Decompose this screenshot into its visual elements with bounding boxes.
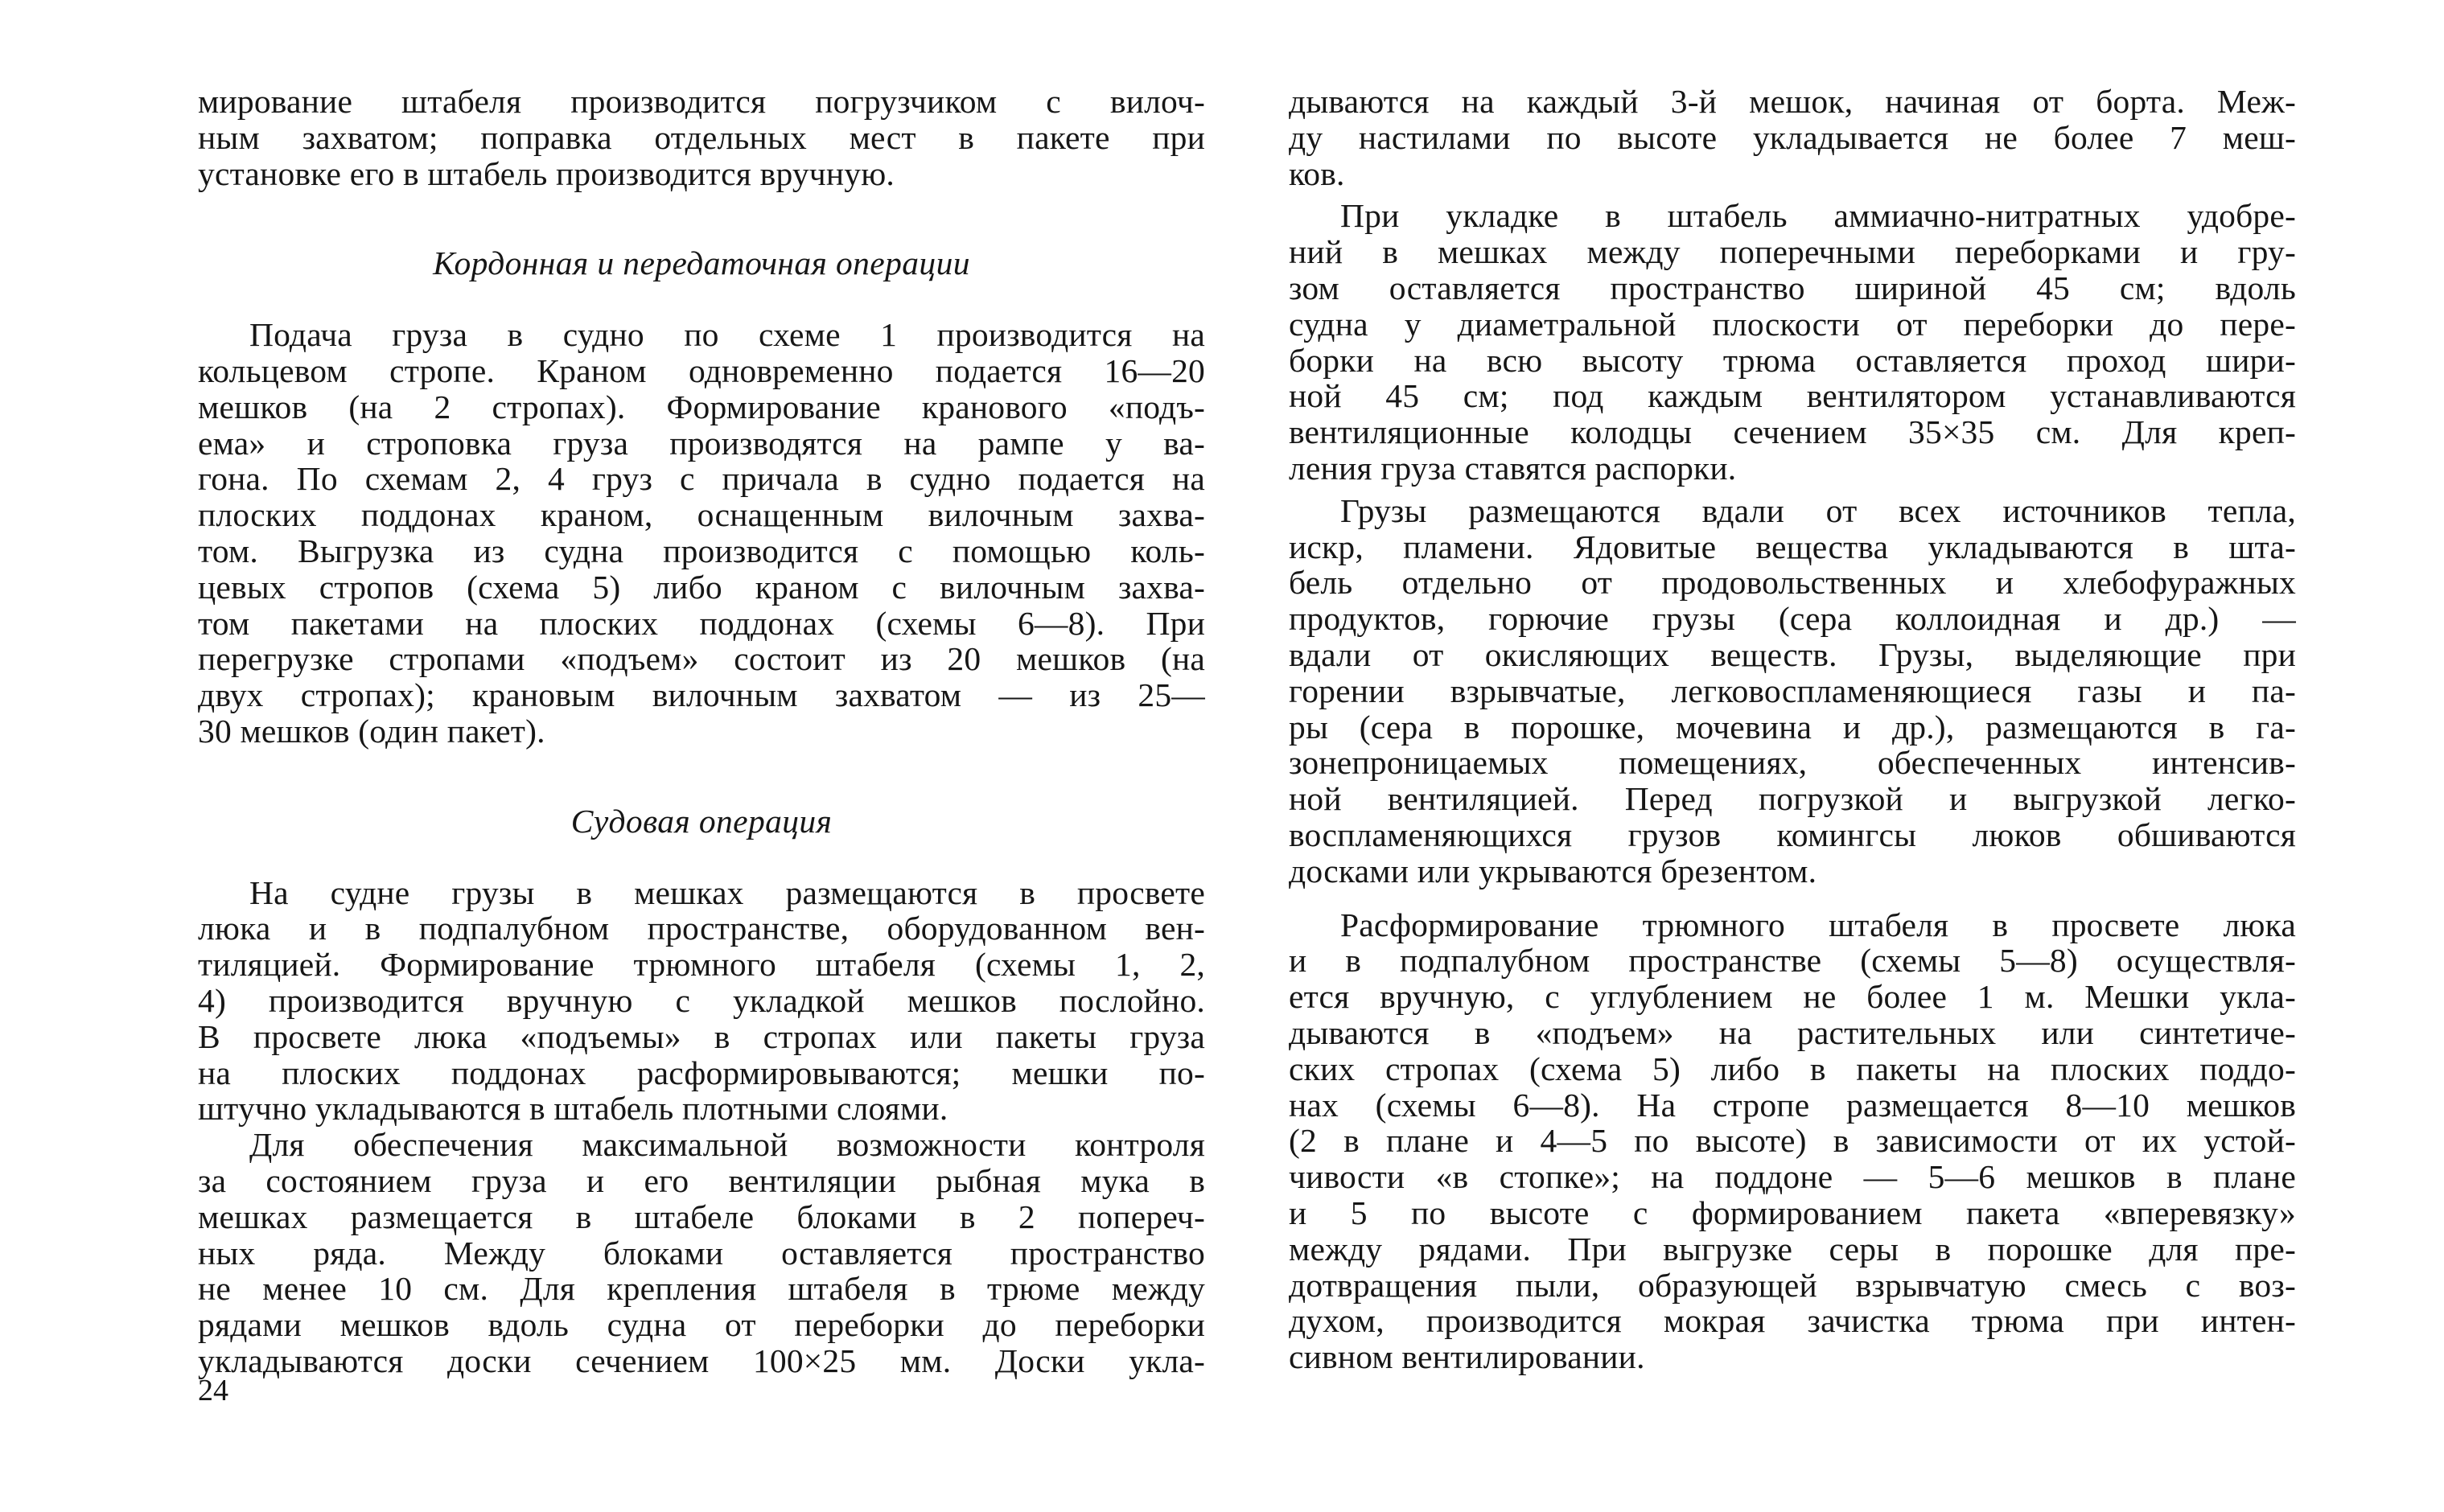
paragraph-hazardous-cargo [1289,493,2296,890]
text-line: воспламеняющихся грузов комингсы люков обшиваются [1289,816,2296,853]
section-heading-ship: Судовая операция [570,802,833,840]
text-line: за состоянием груза и его вентиляции рыбная мука в [198,1161,1205,1199]
text-line: дываются в «подъем» на растительных или синтетиче- [1289,1013,2296,1051]
text-line: ных ряда. Между блоками оставляется пространство [198,1234,1205,1272]
text-line: ских стропах (схема 5) либо в пакеты на плоских поддо- [1289,1050,2296,1087]
text-line: При укладке в штабель аммиачно-нитратных удобре- [1340,197,2296,235]
text-line: Расформирование трюмного штабеля в просвете люка [1340,906,2296,943]
text-line: сивном вентилировании. [1289,1338,1645,1376]
text-line: борки на всю высоту трюма оставляется проход шири- [1289,341,2296,379]
text-line: и 5 по высоте с формированием пакета «вперевязку» [1289,1194,2296,1231]
text-line: тиляцией. Формирование трюмного штабеля (схемы 1, 2, [198,946,1205,984]
text-line: вдали от окисляющих веществ. Грузы, выделяющие при [1289,635,2296,673]
text-line: том пакетами на плоских поддонах (схемы 6—8). При [198,604,1205,642]
text-line: В просвете люка «подъемы» в стропах или пакеты груза [198,1017,1205,1055]
text-line: искр, пламени. Ядовитые вещества укладываются в шта- [1289,528,2296,565]
text-line: бель отдельно от продовольственных и хлебофуражных [1289,564,2296,602]
text-line: мешков (на 2 стропах). Формирование кранового «подъ- [198,388,1205,425]
text-line: мешках размещается в штабеле блоками в 2 попереч- [198,1198,1205,1235]
text-line: 30 мешков (один пакет). [198,712,545,750]
text-line: досками или укрываются брезентом. [1289,852,1817,890]
text-line: Для обеспечения максимальной возможности контроля [249,1126,1205,1164]
text-line: горении взрывчатые, легковоспламеняющиеся газы и па- [1289,672,2296,709]
text-line: (2 в плане и 4—5 по высоте) в зависимости от их устой- [1289,1122,2296,1160]
text-line: дотвращения пыли, образующей взрывчатую смесь с воз- [1289,1266,2296,1304]
text-line: судна у диаметральной плоскости от переборки до пере- [1289,305,2296,343]
text-line: зом оставляется пространство шириной 45 см; вдоль [1289,269,2296,306]
text-line: ема» и строповка груза производятся на рампе у ва- [198,424,1205,462]
paragraph-ammonium-nitrate [1289,198,2296,486]
section-heading-cordon: Кордонная и передаточная операции [433,244,970,282]
paragraph-ship-operation [198,875,1205,1128]
text-line: двух стропах); крановым вилочным захватом — из 25— [198,676,1205,714]
text-line: ду настилами по высоте укладывается не более 7 меш- [1289,118,2296,156]
text-line: Подача груза в судно по схеме 1 производится на [249,316,1205,354]
left-column [198,84,1205,1379]
text-line: На судне грузы в мешках размещаются в просвете [249,873,1205,911]
text-line: Грузы размещаются вдали от всех источников тепла, [1340,491,2296,529]
text-line: дываются на каждый 3-й мешок, начиная от борта. Меж- [1289,83,2296,120]
text-line: ры (сера в порошке, мочевина и др.), размещаются в га- [1289,708,2296,746]
text-line: мирование штабеля производится погрузчиком с вилоч- [198,83,1205,120]
text-line: вентиляционные колодцы сечением 35×35 см. Для креп- [1289,413,2296,451]
text-line: духом, производится мокрая зачистка трюма при интен- [1289,1302,2296,1340]
intro-paragraph [198,84,1205,191]
text-line: цевых стропов (схема 5) либо краном с вилочным захва- [198,568,1205,606]
text-line: на плоских поддонах расформировываются; мешки по- [198,1054,1205,1091]
text-line: не менее 10 см. Для крепления штабеля в трюме между [198,1270,1205,1308]
text-line: ным захватом; поправка отдельных мест в пакете при [198,118,1205,156]
page-number: 24 [198,1374,228,1407]
paragraph-cordon-operation [198,317,1205,750]
text-line: 4) производится вручную с укладкой мешков послойно. [198,981,1205,1019]
text-line: и в подпалубном пространстве (схемы 5—8) осуществля- [1289,942,2296,980]
text-line: ков. [1289,154,1345,192]
text-line: штучно укладываются в штабель плотными слоями. [198,1090,948,1128]
text-line: том. Выгрузка из судна производится с помощью коль- [198,532,1205,569]
text-line: рядами мешков вдоль судна от переборки до переборки [198,1306,1205,1344]
text-line: перегрузке стропами «подъем» состоит из 20 мешков (на [198,640,1205,678]
text-line: ной вентиляцией. Перед погрузкой и выгрузкой легко- [1289,780,2296,818]
text-line: люка и в подпалубном пространстве, оборудованном вен- [198,910,1205,947]
text-line: гона. По схемам 2, 4 груз с причала в судно подается на [198,460,1205,498]
paragraph-unloading [1289,907,2296,1375]
text-line: ется вручную, с углублением не более 1 м. Мешки укла- [1289,978,2296,1016]
text-line: плоских поддонах краном, оснащенным вилочным захва- [198,496,1205,534]
text-line: ления груза ставятся распорки. [1289,449,1737,487]
paragraph-fishmeal [198,1127,1205,1379]
text-line: чивости «в стопке»; на поддоне — 5—6 мешков в плане [1289,1158,2296,1196]
text-line: кольцевом стропе. Краном одновременно подается 16—20 [198,351,1205,389]
text-line: ний в мешках между поперечными переборками и гру- [1289,233,2296,271]
text-line: нах (схемы 6—8). На стропе размещается 8—10 мешков [1289,1086,2296,1124]
paragraph-boards [1289,84,2296,191]
text-line: ной 45 см; под каждым вентилятором устанавливаются [1289,377,2296,415]
text-line: между рядами. При выгрузке серы в порошке для пре- [1289,1230,2296,1268]
right-column [1289,84,2296,1375]
text-line: укладываются доски сечением 100×25 мм. Доски укла- [198,1341,1205,1379]
text-line: установке его в штабель производится вручную. [198,154,895,192]
text-line: зонепроницаемых помещениях, обеспеченных интенсив- [1289,744,2296,782]
text-line: продуктов, горючие грузы (сера коллоидная и др.) — [1289,600,2296,638]
